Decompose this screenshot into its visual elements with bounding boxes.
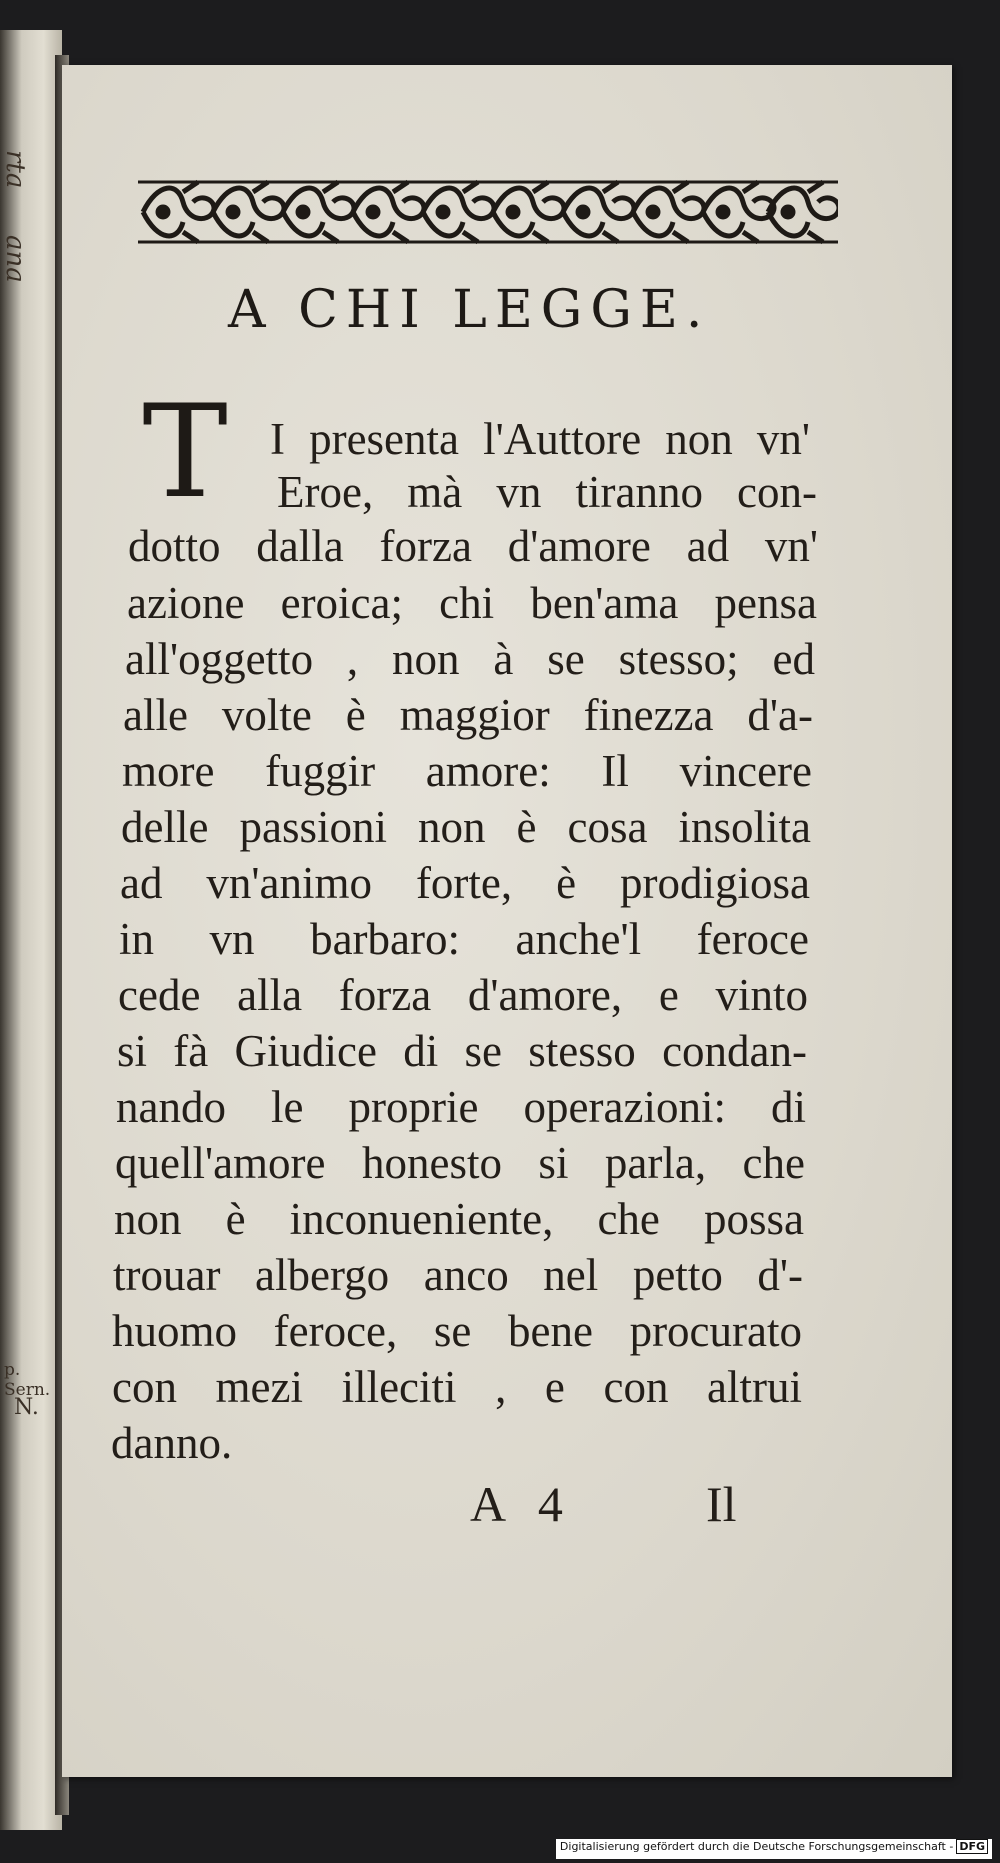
body-line: trouar albergo anco nel petto d'- [113,1250,803,1300]
credit-text: Digitalisierung gefördert durch die Deutsche Forschungsgemeinschaft - [559,1840,954,1853]
shelfmark-line-1: p. Sern. [4,1360,51,1400]
body-line: delle passioni non è cosa insolita [121,802,811,852]
digitization-credit [556,1839,992,1859]
catchword: Il [706,1476,737,1532]
body-line: danno. [111,1418,233,1468]
body-line: in vn barbaro: anche'l feroce [119,914,809,964]
body-line: alle volte è maggior finezza d'a- [123,690,813,740]
body-line: nando le proprie operazioni: di [116,1082,806,1132]
body-line: all'oggetto , non à se stesso; ed [125,634,815,684]
body-line: huomo feroce, se bene procurato [112,1306,802,1356]
dfg-logo: DFG [956,1839,988,1854]
body-line: azione eroica; chi ben'ama pensa [127,578,817,628]
shelfmark-line-2: N. [14,1395,39,1420]
decorative-headpiece-ornament [138,172,838,252]
body-line: more fuggir amore: Il vincere [122,746,812,796]
body-line: quell'amore honesto si parla, che [115,1138,805,1188]
body-line: I presenta l'Auttore non vn' [270,414,810,464]
page-heading: A CHI LEGGE. [228,280,711,340]
left-page-edge [0,30,62,1830]
drop-cap-initial: T [142,378,228,527]
left-margin-text-1: rta [0,150,30,189]
signature-mark: A 4 [470,1476,563,1532]
body-line: con mezi illeciti , e con altrui [112,1362,802,1412]
body-line: ad vn'animo forte, è prodigiosa [120,858,810,908]
body-line: cede alla forza d'amore, e vinto [118,970,808,1020]
body-line: non è inconueniente, che possa [114,1194,804,1244]
body-line: si fà Giudice di se stesso condan- [117,1026,807,1076]
body-line: dotto dalla forza d'amore ad vn' [128,521,818,571]
left-margin-text-2: ana [0,235,30,283]
body-line: Eroe, mà vn tiranno con- [277,467,817,517]
